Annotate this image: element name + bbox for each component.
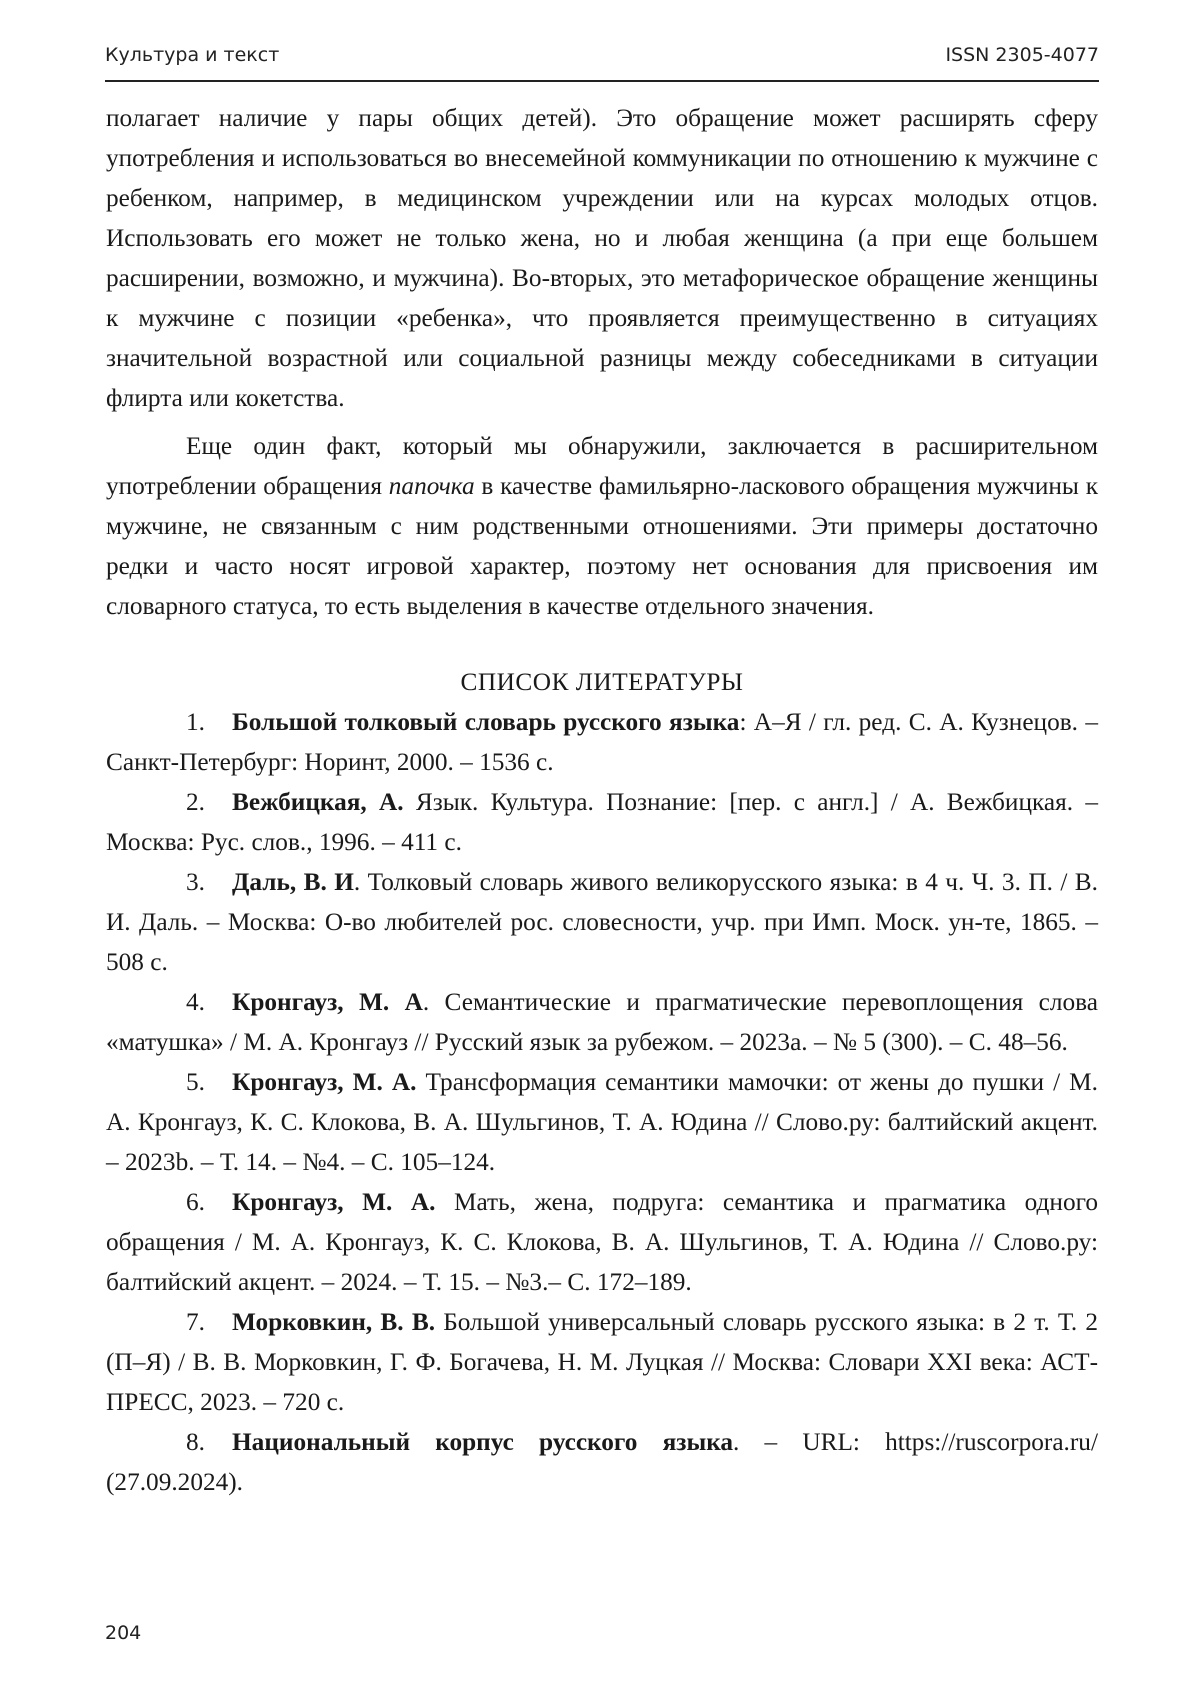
reference-number: 8. [186,1428,205,1456]
journal-title: Культура и текст [105,44,280,66]
reference-author: Кронгауз, М. А. [232,1188,436,1216]
reference-number: 1. [186,708,205,736]
reference-number: 6. [186,1188,205,1216]
reference-item [106,702,1098,782]
reference-author: Национальный корпус русского языка [232,1428,734,1456]
reference-author: Вежбицкая, А. [232,788,404,816]
body-paragraph: полагает наличие у пары общих детей). Это обращение может расширять сферу употребления и использоваться во внесемейной коммуникации по отношению к мужчине с ребенком, например, в медицинском учреждении или на курсах молодых отцов. Использовать его может не только жена, но и любая женщина (а при еще большем расширении, возможно, и мужчина). Во-вторых, это метафорическое обращение женщины к мужчине с позиции «ребенка», что проявляется преимущественно в ситуациях значительной возрастной или социальной разницы между собеседниками в ситуации флирта или кокетства. [106,104,1098,412]
reference-item [106,1302,1098,1422]
paragraph-text: Еще один факт, который мы обнаружили, заключается в расширительном употреблении обращения [106,432,1098,500]
references-heading: СПИСОК ЛИТЕРАТУРЫ [460,668,744,696]
reference-item [106,1182,1098,1302]
reference-item [106,782,1098,862]
reference-number: 5. [186,1068,205,1096]
body-paragraph [106,426,1098,626]
page-number: 204 [105,1622,142,1644]
reference-item [106,1422,1098,1502]
reference-author: Большой толковый словарь русского языка [232,708,740,736]
paragraph-text: в качестве фамильярно-ласкового обращения мужчины к мужчине, не связанным с ним родственными отношениями. Эти примеры достаточно редки и часто носят игровой характер, поэтому нет основания для присвоения им словарного статуса, то есть выделения в качестве отдельного значения. [106,472,1098,620]
reference-text: . Толковый словарь живого великорусского языка: в 4 ч. Ч. 3. П. / В. И. Даль. – Москва: О-во любителей рос. словесности, учр. при Имп. Моск. ун-те, 1865. – 508 с. [106,868,1098,976]
reference-number: 4. [186,988,205,1016]
reference-text: Трансформация семантики мамочки: от жены до пушки / М. А. Кронгауз, К. С. Клокова, В. А. Шульгинов, Т. А. Юдина // Слово.ру: балтийский акцент. – 2023b. – Т. 14. – №4. – С. 105–124. [106,1068,1098,1176]
reference-text: Язык. Культура. Познание: [пер. с англ.] / А. Вежбицкая. – Москва: Рус. слов., 1996. – 411 с. [106,788,1098,856]
reference-text: . Семантические и прагматические перевоплощения слова «матушка» / М. А. Кронгауз // Русский язык за рубежом. – 2023a. – № 5 (300). – С. 48–56. [106,988,1098,1056]
reference-author: Даль, В. И [232,868,354,896]
reference-author: Морковкин, В. В. [232,1308,436,1336]
reference-author: Кронгауз, М. А [232,988,423,1016]
reference-item [106,982,1098,1062]
reference-text: . – URL: https://ruscorpora.ru/ (27.09.2024). [106,1428,1098,1496]
running-header [105,44,1099,82]
reference-number: 7. [186,1308,205,1336]
reference-number: 3. [186,868,205,896]
reference-item [106,1062,1098,1182]
italic-term: папочка [388,472,475,500]
reference-author: Кронгауз, М. А. [232,1068,417,1096]
reference-number: 2. [186,788,205,816]
article-body [106,98,1098,1502]
reference-text: Мать, жена, подруга: семантика и прагматика одного обращения / М. А. Кронгауз, К. С. Клокова, В. А. Шульгинов, Т. А. Юдина // Слово.ру: балтийский акцент. – 2024. – Т. 15. – №3.– С. 172–189. [106,1188,1098,1296]
issn-label: ISSN 2305-4077 [945,44,1099,66]
reference-text: Большой универсальный словарь русского языка: в 2 т. Т. 2 (П–Я) / В. В. Морковкин, Г. Ф. Богачева, Н. М. Луцкая // Москва: Словари XXI века: АСТ-ПРЕСС, 2023. – 720 с. [106,1308,1098,1416]
reference-text: : А–Я / гл. ред. С. А. Кузнецов. – Санкт-Петербург: Норинт, 2000. – 1536 с. [106,708,1098,776]
reference-item [106,862,1098,982]
